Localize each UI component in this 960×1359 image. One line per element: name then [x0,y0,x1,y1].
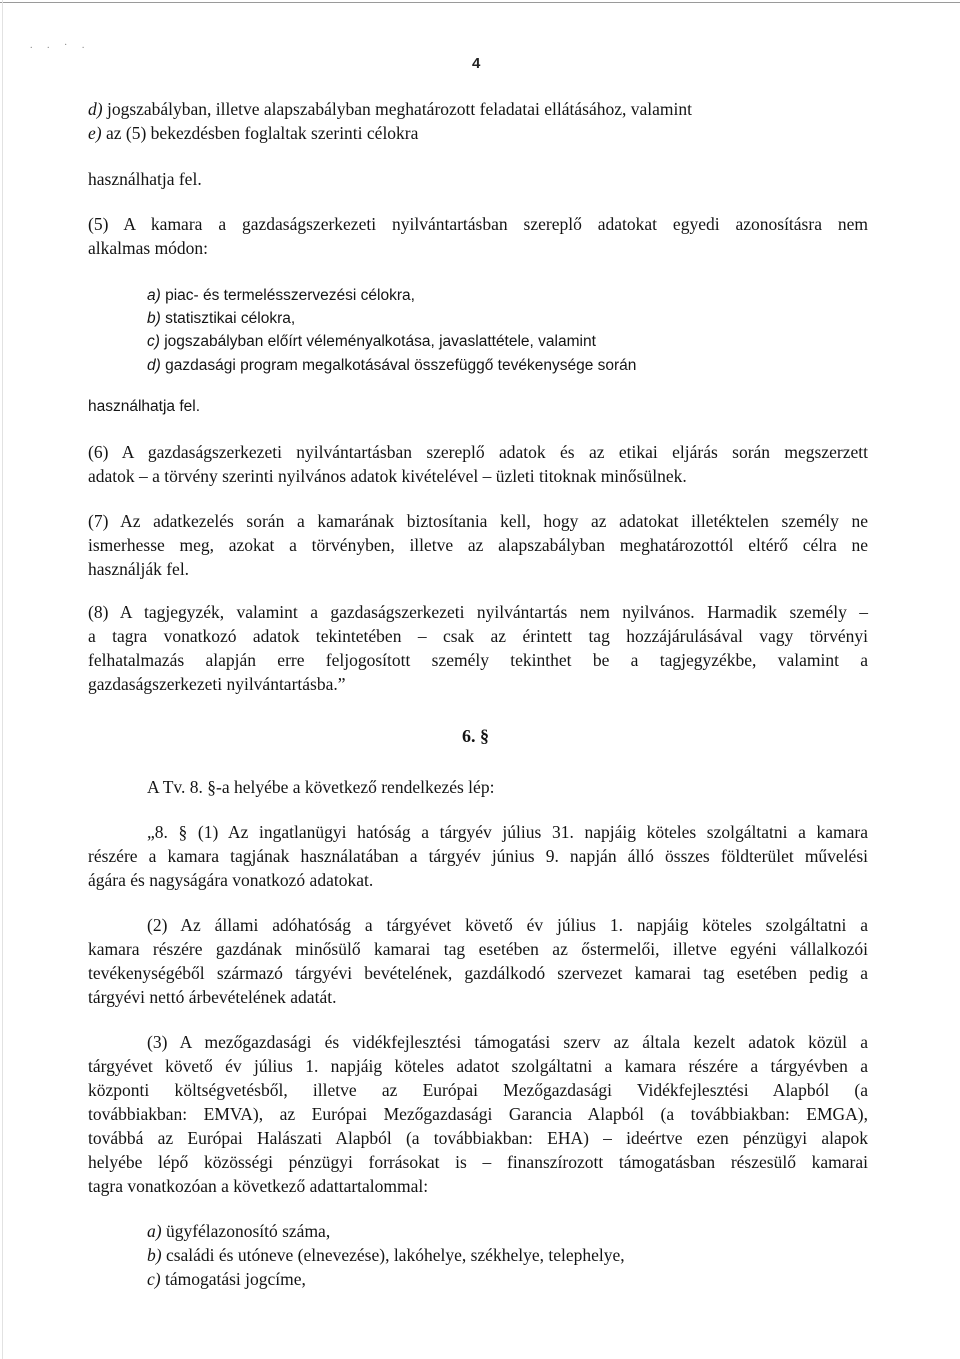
list-marker: d) [147,357,161,374]
para5-item-c [147,331,596,353]
list-marker: a) [147,287,161,304]
list-marker: a) [147,1221,162,1241]
list-text: piac- és termelésszervezési célokra, [160,287,415,304]
s8-2-line3: tevékenységéből származó tárgyévi bevételének, gazdálkodó szervezet kamarai tag esetében pedig a [88,963,868,983]
s8-3-line3: központi költségvetésből, illetve az Európai Mezőgazdasági Vidékfejlesztési Alapból (a [88,1080,868,1100]
para5-closing: használhatja fel. [88,398,201,415]
s8-2-line2: kamara részére gazdának minősülő kamarai tag esetében az őstermelői, illetve egyéni vállalkozói [88,939,868,959]
para7-line2: ismerhesse meg, azokat a törvényben, illetve az alapszabályban meghatározottól eltérő célra ne [88,535,868,555]
scan-specks: . . · . [30,40,91,51]
list-text: támogatási jogcíme, [160,1269,306,1289]
s8-3-line6: helyébe lépő közösségi pénzügyi forrásokat is – finanszírozott támogatásban részesülő kamarai [88,1152,868,1172]
list-item-e [88,122,418,144]
s8-2-line1: (2) Az állami adóhatóság a tárgyévet követő év július 1. napjáig köteles szolgáltatni a [147,915,868,935]
para8-line2: a tagra vonatkozó adatok tekintetében – csak az érintett tag hozzájárulásával vagy törvényi [88,626,868,646]
list-marker: b) [147,1245,162,1265]
list-marker: e) [88,123,102,143]
list-item-d [88,98,692,120]
list-marker: d) [88,99,103,119]
para5-item-b [147,308,295,330]
list-marker: b) [147,310,161,327]
para6-line1: (6) A gazdaságszerkezeti nyilvántartásban szereplő adatok és az etikai eljárás során megszerzett [88,442,868,462]
s8-1-line3: ágára és nagyságára vonatkozó adatokat. [88,870,374,890]
list-text: ügyfélazonosító száma, [161,1221,331,1241]
list-text: jogszabályban, illetve alapszabályban meghatározott feladatai ellátásához, valamint [102,99,692,119]
para5-item-a [147,285,415,307]
list-marker: c) [147,1269,161,1289]
s8-2-line4: tárgyévi nettó árbevételének adatát. [88,987,337,1007]
s8-1-line2: részére a kamara tagjának használatában a tárgyév június 9. napján álló összes földterület művelési [88,846,868,866]
para7-line1: (7) Az adatkezelés során a kamarának biztosítania kell, hogy az adatokat illetéktelen személy ne [88,511,868,531]
page-number: 4 [472,55,481,72]
s8-3-item-c [147,1268,306,1290]
para8-line3: felhatalmazás alapján erre feljogosított személy tekinthet be a tagjegyzékbe, valamint a [88,650,868,670]
para5-item-d [147,355,636,377]
para5-line1: (5) A kamara a gazdaságszerkezeti nyilvántartásban szereplő adatokat egyedi azonosításra nem [88,214,868,234]
s8-3-item-a [147,1220,330,1242]
para8-line4: gazdaságszerkezeti nyilvántartásba.” [88,674,346,694]
list-marker: c) [147,333,160,350]
s8-3-line7: tagra vonatkozóan a következő adattartalommal: [88,1176,429,1196]
s8-3-line4: továbbiakban: EMVA), az Európai Mezőgazdasági Garancia Alapból (a továbbiakban: EMGA), [88,1104,868,1124]
s8-3-line5: továbbá az Európai Halászati Alapból (a továbbiakban: EHA) – ideértve ezen pénzügyi alapok [88,1128,868,1148]
list-text: jogszabályban előírt véleményalkotása, javaslattétele, valamint [159,333,596,350]
list-text: statisztikai célokra, [160,310,296,327]
para7-line3: használják fel. [88,559,190,579]
s8-1-line1: „8. § (1) Az ingatlanügyi hatóság a tárgyév július 31. napjáig köteles szolgáltatni a kamara [147,822,868,842]
s8-3-item-b [147,1244,625,1266]
para5-line2: alkalmas módon: [88,238,209,258]
section-intro: A Tv. 8. §-a helyébe a következő rendelkezés lép: [147,777,495,797]
para6-line2: adatok – a törvény szerinti nyilvános adatok kivételével – üzleti titoknak minősülnek. [88,466,687,486]
list-text: gazdasági program megalkotásával összefüggő tevékenysége során [160,357,637,374]
para8-line1: (8) A tagjegyzék, valamint a gazdaságszerkezeti nyilvántartás nem nyilvános. Harmadik személy – [88,602,868,622]
s8-3-line2: tárgyévet követő év július 1. napjáig köteles adatot szolgáltatni a kamara részére a tárgyévben a [88,1056,868,1076]
s8-3-line1: (3) A mezőgazdasági és vidékfejlesztési támogatási szerv az általa kezelt adatok közül a [147,1032,868,1052]
section-title: 6. § [462,726,489,746]
list-closing: használhatja fel. [88,169,202,189]
scan-top-border [0,2,960,3]
list-text: az (5) bekezdésben foglaltak szerinti célokra [101,123,419,143]
list-text: családi és utóneve (elnevezése), lakóhelye, székhelye, telephelye, [161,1245,625,1265]
scan-left-border [2,0,3,1359]
